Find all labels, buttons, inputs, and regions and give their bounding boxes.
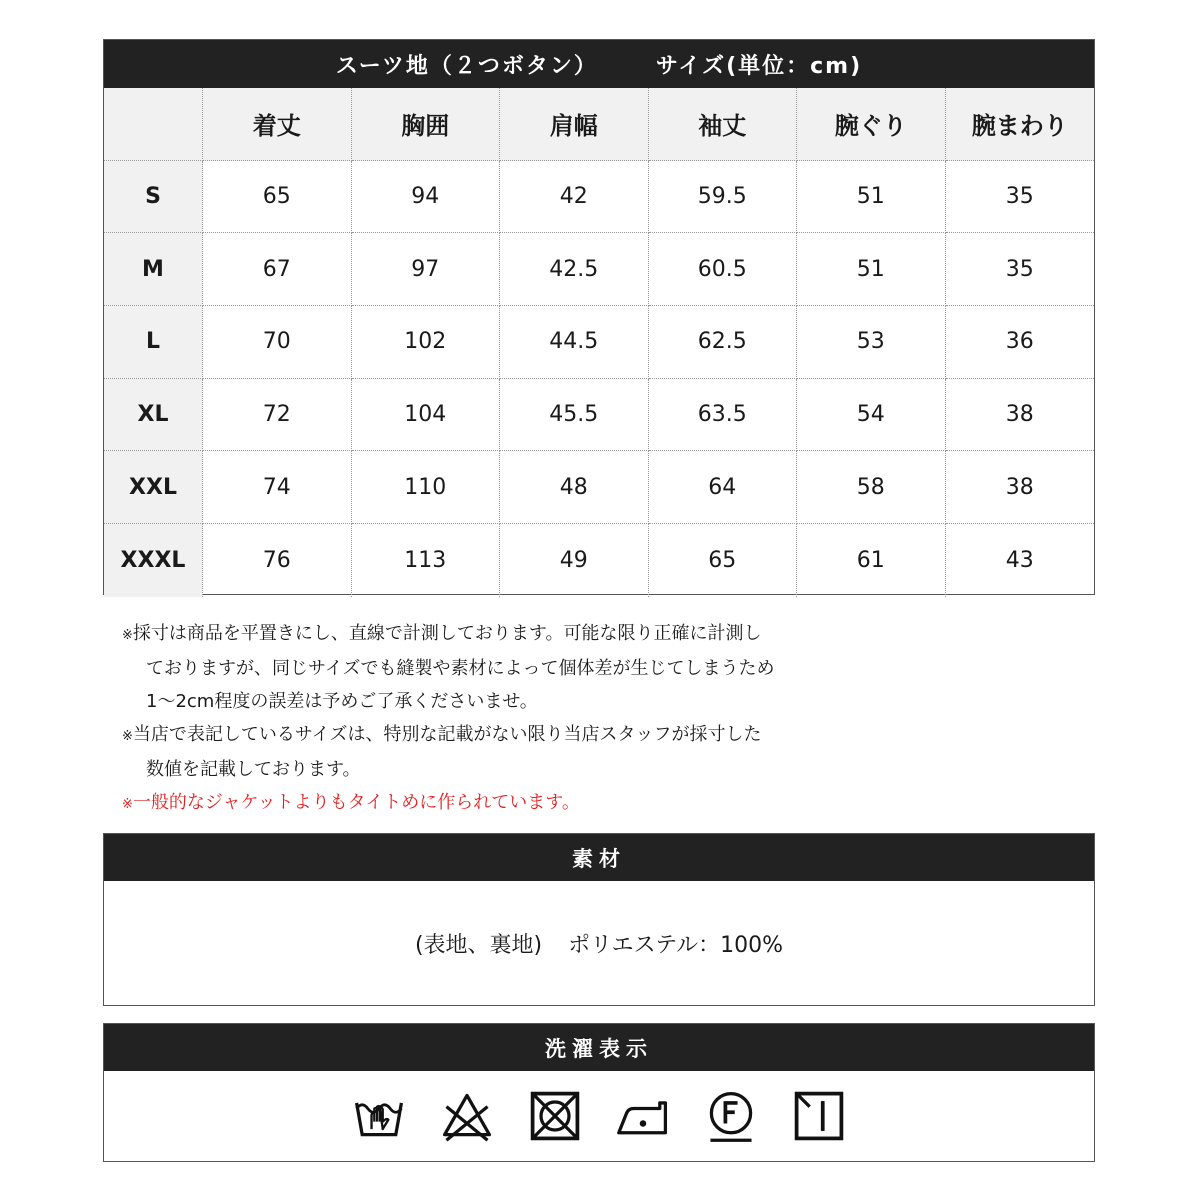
measurement-cell: 38 [946,379,1095,452]
measurement-cell: 60.5 [649,233,798,306]
measurement-cell: 104 [352,379,501,452]
material-header-bar [104,834,1094,881]
note-mark: ※ [122,729,133,744]
measurement-cell: 76 [203,524,352,597]
measurement-cell: 74 [203,451,352,524]
measurement-cell: 72 [203,379,352,452]
column-header: 着丈 [203,88,352,161]
care-header-bar [104,1024,1094,1071]
measurement-cell: 61 [797,524,946,597]
measurement-cell: 35 [946,233,1095,306]
no-bleach-icon [439,1088,495,1144]
measurement-cell: 65 [649,524,798,597]
note-mark: ※ [122,797,133,812]
measurement-cell: 67 [203,233,352,306]
size-label: S [104,161,203,234]
column-header: 腕ぐり [797,88,946,161]
column-header: 袖丈 [649,88,798,161]
size-label: XXL [104,451,203,524]
measurement-cell: 45.5 [500,379,649,452]
corner-cell [104,88,203,161]
material-composition: ポリエステル：100% [568,932,784,958]
size-table [103,39,1095,595]
note-line: ておりますが、同じサイズでも縫製や素材によって個体差が生じてしまうため [146,658,775,679]
material-body [104,881,1094,1005]
measurement-cell: 94 [352,161,501,234]
measurement-cell: 97 [352,233,501,306]
care-section [103,1023,1095,1162]
size-table-header-bar [104,40,1094,88]
line-dry-shade-icon [791,1088,847,1144]
measurement-cell: 53 [797,306,946,379]
note-line: 数値を記載しております。 [146,759,361,780]
material-part: (表地、裏地) [414,932,543,958]
measurement-cell: 65 [203,161,352,234]
measurement-cell: 51 [797,233,946,306]
material-section [103,833,1095,1006]
measurement-cell: 43 [1005,547,1034,573]
measurement-cell: 44.5 [500,306,649,379]
measurement-cell: 36 [946,306,1095,379]
material-title: 素材 [572,846,626,871]
measurement-cell: 63.5 [649,379,798,452]
measurement-cell: 64 [649,451,798,524]
measurement-cell: 113 [352,524,501,597]
measurement-cell: 70 [203,306,352,379]
note-line: 1〜2cm程度の誤差は予めご了承くださいませ。 [146,691,538,712]
size-label: XL [104,379,203,452]
measurement-cell: 42 [500,161,649,234]
size-grid [104,88,1094,597]
measurement-cell: 62.5 [649,306,798,379]
care-icons [104,1071,1094,1161]
size-label: M [104,233,203,306]
note-mark: ※ [122,628,133,643]
note-line: ※採寸は商品を平置きにし、直線で計測しております。可能な限り正確に計測し [122,623,762,644]
size-notes [122,617,882,821]
size-table-unit: サイズ(単位：cm) [655,53,863,79]
column-header: 肩幅 [500,88,649,161]
measurement-cell: 49 [500,524,649,597]
measurement-cell: 38 [946,451,1095,524]
measurement-cell: 35 [946,161,1095,234]
measurement-cell: 54 [797,379,946,452]
column-header: 胸囲 [352,88,501,161]
iron-low-icon [615,1088,671,1144]
care-title: 洗濯表示 [545,1036,653,1061]
measurement-cell: 48 [500,451,649,524]
measurement-cell: 59.5 [649,161,798,234]
size-table-title: スーツ地（２つボタン） [335,53,598,79]
column-header: 腕まわり [946,88,1095,161]
no-tumble-dry-icon [527,1088,583,1144]
note-line-highlight: ※一般的なジャケットよりもタイトめに作られています。 [122,792,580,813]
hand-wash-icon [351,1088,407,1144]
size-label: XXXL [104,524,203,597]
measurement-cell: 110 [352,451,501,524]
measurement-cell: 58 [797,451,946,524]
measurement-cell: 102 [352,306,501,379]
size-label: L [104,306,203,379]
dry-clean-f-icon [703,1088,759,1144]
measurement-cell: 42.5 [500,233,649,306]
measurement-cell: 51 [797,161,946,234]
note-line: ※当店で表記しているサイズは、特別な記載がない限り当店スタッフが採寸した [122,724,762,745]
